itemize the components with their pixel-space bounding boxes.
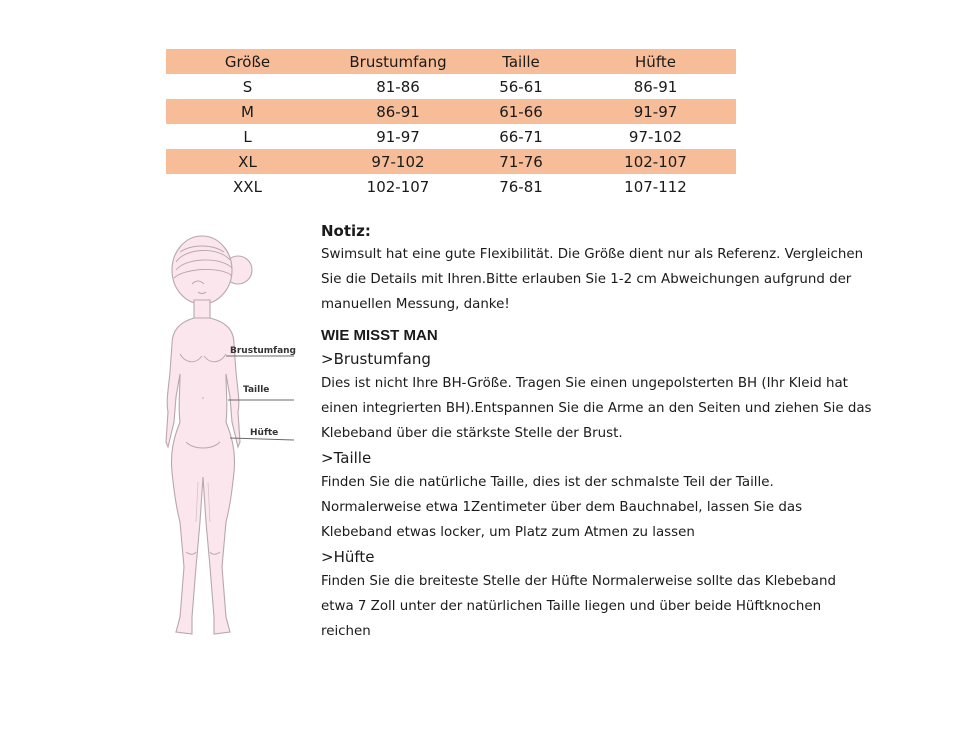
header-size: Größe — [224, 52, 271, 71]
cell-hip: 102-107 — [624, 152, 687, 171]
cell-size: XXL — [233, 177, 262, 196]
body-silhouette-icon — [150, 222, 310, 652]
notes-line: manuellen Messung, danke! — [321, 297, 510, 312]
body-figure — [150, 222, 310, 652]
cell-waist: 66-71 — [499, 127, 543, 146]
cell-waist: 76-81 — [499, 177, 543, 196]
hip-line: etwa 7 Zoll unter der natürlichen Taille liegen und über beide Hüftknochen — [321, 599, 822, 614]
header-hip: Hüfte — [635, 52, 676, 71]
cell-hip: 107-112 — [624, 177, 687, 196]
bust-line: einen integrierten BH).Entspannen Sie die Arme an den Seiten und ziehen Sie das — [321, 401, 872, 416]
waist-line: Klebeband etwas locker, um Platz zum Atmen zu lassen — [321, 525, 695, 540]
notes-line: Sie die Details mit Ihren.Bitte erlauben Sie 1-2 cm Abweichungen aufgrund der — [321, 272, 852, 287]
cell-size: S — [242, 77, 253, 96]
cell-waist: 61-66 — [499, 102, 543, 121]
cell-hip: 86-91 — [633, 77, 678, 96]
cell-hip: 91-97 — [633, 102, 678, 121]
cell-bust: 86-91 — [376, 102, 420, 121]
figure-label-hip: Hüfte — [250, 428, 279, 438]
waist-line: Finden Sie die natürliche Taille, dies ist der schmalste Teil der Taille. — [321, 475, 774, 490]
header-bust: Brustumfang — [349, 52, 447, 71]
cell-size: XL — [238, 152, 257, 171]
notes-title: Notiz: — [321, 222, 371, 240]
measure-title: WIE MISST MAN — [321, 327, 438, 344]
cell-bust: 97-102 — [371, 152, 425, 171]
table-row — [166, 149, 736, 174]
figure-label-bust: Brustumfang — [230, 346, 296, 356]
cell-bust: 81-86 — [376, 77, 420, 96]
table-row — [166, 174, 736, 199]
header-waist: Taille — [502, 52, 540, 71]
table-row — [166, 74, 736, 99]
description-text — [321, 220, 921, 644]
table-header-row — [166, 49, 736, 74]
table-row — [166, 99, 736, 124]
cell-waist: 56-61 — [499, 77, 543, 96]
cell-bust: 91-97 — [376, 127, 420, 146]
cell-waist: 71-76 — [499, 152, 543, 171]
size-table — [166, 49, 736, 199]
hip-line: reichen — [321, 624, 371, 639]
table-row — [166, 124, 736, 149]
notes-line: Swimsult hat eine gute Flexibilität. Die Größe dient nur als Referenz. Vergleichen — [321, 247, 864, 262]
waist-line: Normalerweise etwa 1Zentimeter über dem Bauchnabel, lassen Sie das — [321, 500, 803, 515]
figure-label-waist: Taille — [243, 385, 270, 395]
bust-heading: >Brustumfang — [321, 350, 431, 368]
bust-line: Dies ist nicht Ihre BH-Größe. Tragen Sie einen ungepolsterten BH (Ihr Kleid hat — [321, 376, 848, 391]
cell-bust: 102-107 — [366, 177, 430, 196]
cell-hip: 97-102 — [628, 127, 683, 146]
cell-size: M — [241, 102, 254, 121]
bust-line: Klebeband über die stärkste Stelle der Brust. — [321, 426, 623, 441]
cell-size: L — [243, 127, 252, 146]
hip-heading: >Hüfte — [321, 548, 375, 566]
waist-heading: >Taille — [321, 449, 372, 467]
hip-line: Finden Sie die breiteste Stelle der Hüfte Normalerweise sollte das Klebeband — [321, 574, 836, 589]
